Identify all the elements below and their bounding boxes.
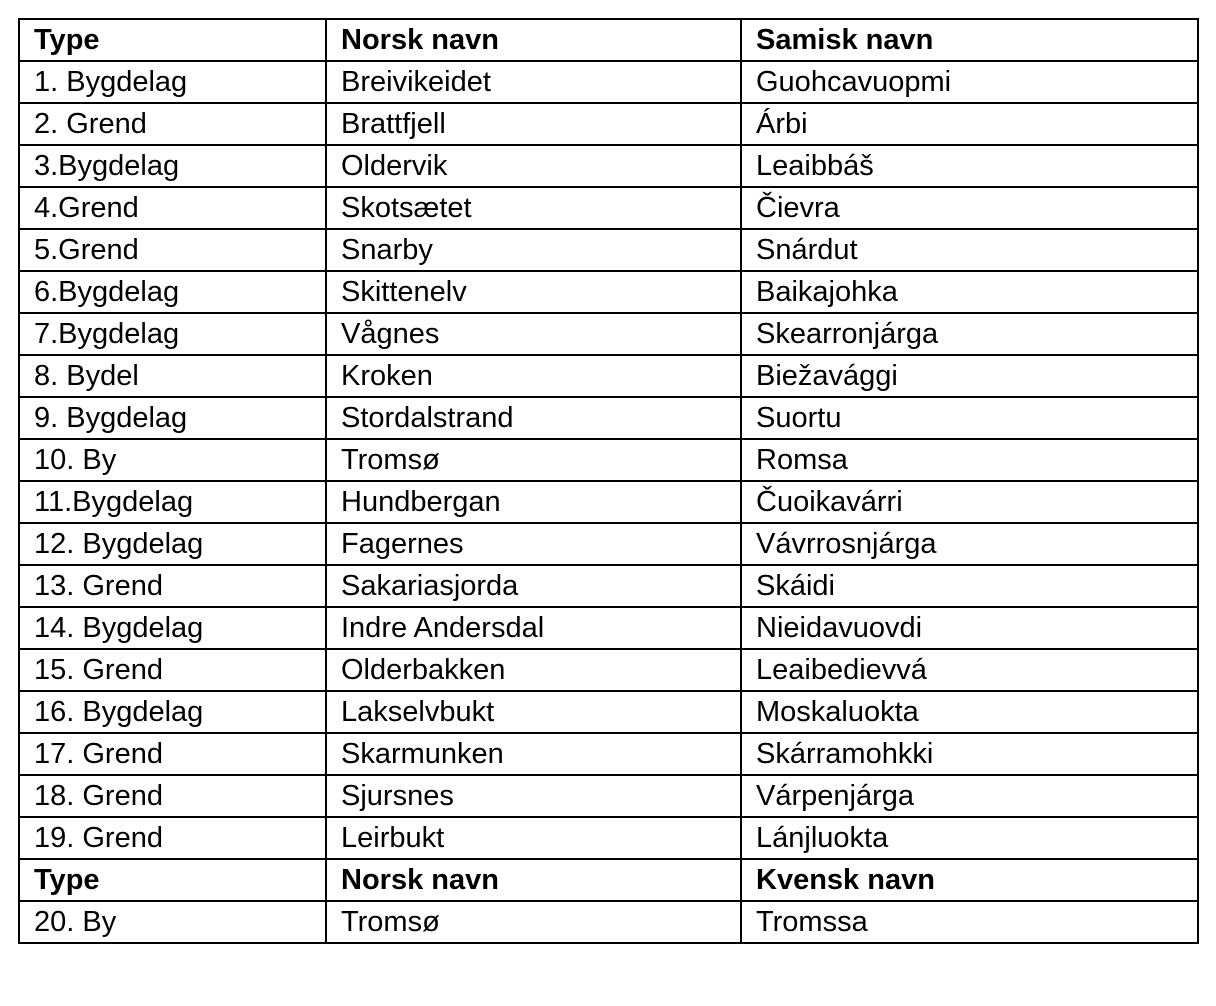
samisk-name-cell: Moskaluokta: [741, 691, 1198, 733]
table-row: [19, 145, 1198, 187]
table-row: [19, 901, 1198, 943]
samisk-name-cell: Snárdut: [741, 229, 1198, 271]
type-cell: 8. Bydel: [19, 355, 326, 397]
norsk-name-cell: Stordalstrand: [326, 397, 741, 439]
samisk-name-cell: Čievra: [741, 187, 1198, 229]
table-row: [19, 775, 1198, 817]
norsk-name-cell: Sjursnes: [326, 775, 741, 817]
table-row: [19, 607, 1198, 649]
table-row: [19, 187, 1198, 229]
norsk-name-cell: Leirbukt: [326, 817, 741, 859]
samisk-name-cell: Biežavággi: [741, 355, 1198, 397]
type-cell: 6.Bygdelag: [19, 271, 326, 313]
type-cell: 5.Grend: [19, 229, 326, 271]
header-samisk-navn: Samisk navn: [741, 19, 1198, 61]
type-cell: 4.Grend: [19, 187, 326, 229]
header-type: Type: [19, 859, 326, 901]
norsk-name-cell: Skittenelv: [326, 271, 741, 313]
samisk-name-cell: Čuoikavárri: [741, 481, 1198, 523]
table-row: [19, 733, 1198, 775]
samisk-name-cell: Guohcavuopmi: [741, 61, 1198, 103]
norsk-name-cell: Skarmunken: [326, 733, 741, 775]
header-norsk-navn: Norsk navn: [326, 19, 741, 61]
norsk-name-cell: Hundbergan: [326, 481, 741, 523]
norsk-name-cell: Vågnes: [326, 313, 741, 355]
type-cell: 12. Bygdelag: [19, 523, 326, 565]
type-cell: 9. Bygdelag: [19, 397, 326, 439]
norsk-name-cell: Olderbakken: [326, 649, 741, 691]
type-cell: 19. Grend: [19, 817, 326, 859]
type-cell: 2. Grend: [19, 103, 326, 145]
norsk-name-cell: Snarby: [326, 229, 741, 271]
samisk-name-cell: Nieidavuovdi: [741, 607, 1198, 649]
table-row: [19, 649, 1198, 691]
table-row: [19, 61, 1198, 103]
norsk-name-cell: Tromsø: [326, 901, 741, 943]
table-row: [19, 439, 1198, 481]
type-cell: 17. Grend: [19, 733, 326, 775]
table-row: [19, 481, 1198, 523]
table-row: [19, 355, 1198, 397]
table-row: [19, 817, 1198, 859]
samisk-name-cell: Árbi: [741, 103, 1198, 145]
samisk-name-cell: Romsa: [741, 439, 1198, 481]
type-cell: 13. Grend: [19, 565, 326, 607]
samisk-name-cell: Várpenjárga: [741, 775, 1198, 817]
table-header-row-kvensk: [19, 859, 1198, 901]
type-cell: 14. Bygdelag: [19, 607, 326, 649]
place-names-table: [18, 18, 1199, 944]
type-cell: 1. Bygdelag: [19, 61, 326, 103]
samisk-name-cell: Suortu: [741, 397, 1198, 439]
table-row: [19, 523, 1198, 565]
table-row: [19, 691, 1198, 733]
samisk-name-cell: Lánjluokta: [741, 817, 1198, 859]
samisk-name-cell: Leaibedievvá: [741, 649, 1198, 691]
norsk-name-cell: Fagernes: [326, 523, 741, 565]
type-cell: 20. By: [19, 901, 326, 943]
norsk-name-cell: Oldervik: [326, 145, 741, 187]
type-cell: 3.Bygdelag: [19, 145, 326, 187]
table-row: [19, 397, 1198, 439]
type-cell: 10. By: [19, 439, 326, 481]
norsk-name-cell: Sakariasjorda: [326, 565, 741, 607]
type-cell: 16. Bygdelag: [19, 691, 326, 733]
norsk-name-cell: Lakselvbukt: [326, 691, 741, 733]
table-row: [19, 271, 1198, 313]
norsk-name-cell: Kroken: [326, 355, 741, 397]
type-cell: 7.Bygdelag: [19, 313, 326, 355]
header-type: Type: [19, 19, 326, 61]
type-cell: 18. Grend: [19, 775, 326, 817]
table-row: [19, 313, 1198, 355]
table-row: [19, 103, 1198, 145]
norsk-name-cell: Tromsø: [326, 439, 741, 481]
type-cell: 15. Grend: [19, 649, 326, 691]
kvensk-name-cell: Tromssa: [741, 901, 1198, 943]
samisk-name-cell: Skáidi: [741, 565, 1198, 607]
samisk-name-cell: Baikajohka: [741, 271, 1198, 313]
table-header-row: [19, 19, 1198, 61]
table-row: [19, 229, 1198, 271]
samisk-name-cell: Leaibbáš: [741, 145, 1198, 187]
header-norsk-navn: Norsk navn: [326, 859, 741, 901]
table-row: [19, 565, 1198, 607]
samisk-name-cell: Vávrrosnjárga: [741, 523, 1198, 565]
samisk-name-cell: Skearronjárga: [741, 313, 1198, 355]
norsk-name-cell: Skotsætet: [326, 187, 741, 229]
norsk-name-cell: Indre Andersdal: [326, 607, 741, 649]
header-kvensk-navn: Kvensk navn: [741, 859, 1198, 901]
norsk-name-cell: Breivikeidet: [326, 61, 741, 103]
norsk-name-cell: Brattfjell: [326, 103, 741, 145]
samisk-name-cell: Skárramohkki: [741, 733, 1198, 775]
type-cell: 11.Bygdelag: [19, 481, 326, 523]
